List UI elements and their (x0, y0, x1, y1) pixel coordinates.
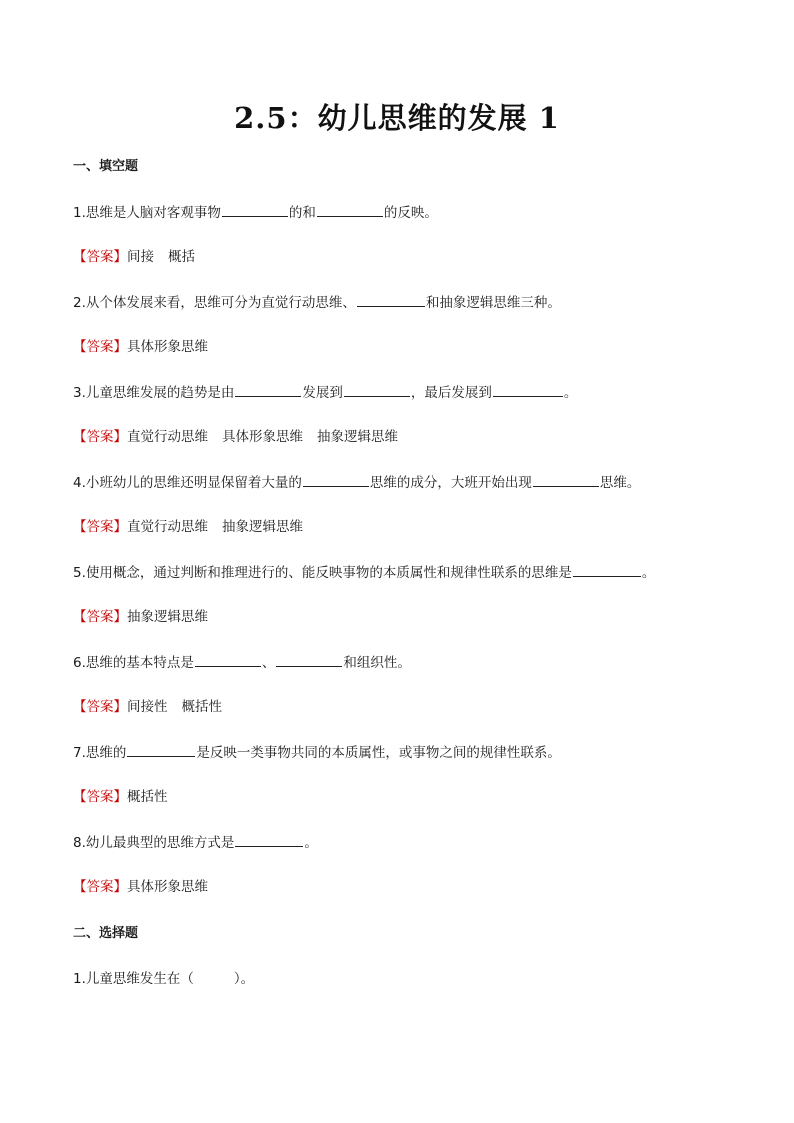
blank-field[interactable] (317, 202, 383, 217)
question-6: 6.思维的基本特点是 、 和组织性。 (73, 652, 411, 673)
answer-3: 【答案】直觉行动思维 具体形象思维 抽象逻辑思维 (73, 429, 398, 445)
answer-5: 【答案】抽象逻辑思维 (73, 609, 208, 625)
answer-8: 【答案】具体形象思维 (73, 879, 208, 895)
answer-2: 【答案】具体形象思维 (73, 339, 208, 355)
blank-field[interactable] (344, 382, 410, 397)
answer-6: 【答案】间接性 概括性 (73, 699, 222, 715)
answer-tag: 【答案】 (73, 429, 127, 445)
answer-tag: 【答案】 (73, 609, 127, 625)
question-4: 4.小班幼儿的思维还明显保留着大量的 思维的成分，大班开始出现 思维。 (73, 472, 640, 493)
blank-field[interactable] (303, 472, 369, 487)
blank-field[interactable] (573, 562, 641, 577)
blank-field[interactable] (235, 382, 301, 397)
blank-field[interactable] (235, 832, 303, 847)
blank-field[interactable] (195, 652, 261, 667)
answer-tag: 【答案】 (73, 699, 127, 715)
question-1: 1.思维是人脑对客观事物 的和 的反映。 (73, 202, 438, 223)
answer-tag: 【答案】 (73, 789, 127, 805)
answer-7: 【答案】概括性 (73, 789, 168, 805)
answer-tag: 【答案】 (73, 519, 127, 535)
question-8: 8.幼儿最典型的思维方式是 。 (73, 832, 318, 853)
blank-field[interactable] (533, 472, 599, 487)
answer-tag: 【答案】 (73, 249, 127, 265)
question-7: 7.思维的 是反映一类事物共同的本质属性，或事物之间的规律性联系。 (73, 742, 561, 763)
answer-4: 【答案】直觉行动思维 抽象逻辑思维 (73, 519, 303, 535)
blank-field[interactable] (493, 382, 563, 397)
answer-tag: 【答案】 (73, 879, 127, 895)
answer-tag: 【答案】 (73, 339, 127, 355)
blank-field[interactable] (357, 292, 425, 307)
blank-field[interactable] (276, 652, 342, 667)
page-title: 2.5：幼儿思维的发展 1 (234, 101, 560, 135)
choice-question-1: 1.儿童思维发生在（ ）。 (73, 971, 255, 987)
section-heading-fill-in: 一、填空题 (73, 159, 139, 174)
question-5: 5.使用概念，通过判断和推理进行的、能反映事物的本质属性和规律性联系的思维是 。 (73, 562, 655, 583)
answer-1: 【答案】间接 概括 (73, 249, 195, 265)
blank-field[interactable] (127, 742, 195, 757)
question-2: 2.从个体发展来看，思维可分为直觉行动思维、 和抽象逻辑思维三种。 (73, 292, 561, 313)
blank-field[interactable] (222, 202, 288, 217)
section-heading-choice: 二、选择题 (73, 926, 139, 941)
question-3: 3.儿童思维发展的趋势是由 发展到 ，最后发展到 。 (73, 382, 577, 403)
